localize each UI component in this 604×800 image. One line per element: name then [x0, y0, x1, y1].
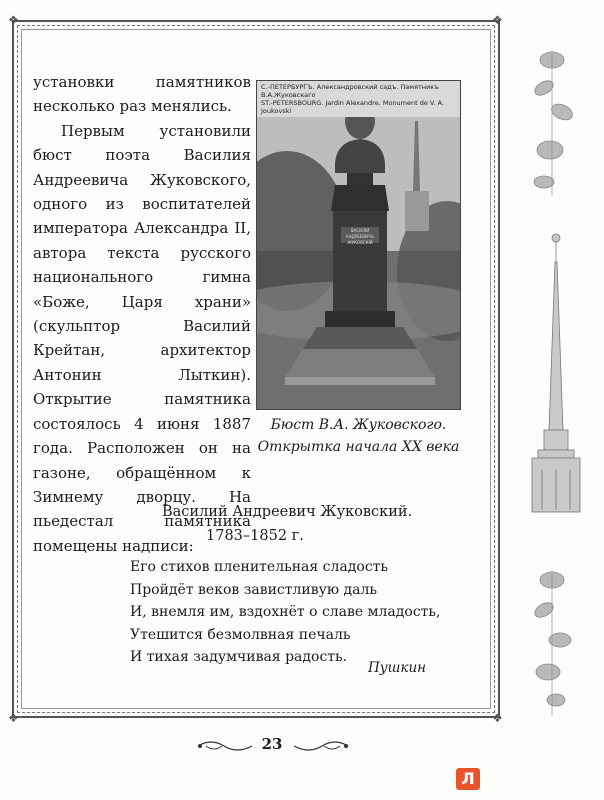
- plaque-line: ВАСИЛІЙ АНДРЕЕВИЧЪ: [345, 228, 375, 239]
- pedestal-plaque: [337, 228, 383, 246]
- corner-ornament-icon: ❖: [492, 13, 503, 27]
- verse-author: Пушкин: [368, 660, 427, 676]
- photo-caption: [256, 414, 461, 458]
- labirint-logo-icon: Л: [456, 768, 480, 790]
- body-text: [33, 70, 251, 558]
- postcard-header-fr: ST.-PETERSBOURG. Jardin Alexandre. Monument de V. A. Joukovski: [261, 99, 445, 115]
- flower-sprig-icon: [532, 570, 571, 715]
- postcard-photo: [256, 80, 461, 410]
- page-number: 23: [261, 735, 283, 753]
- scroll-ornament-icon: [292, 736, 350, 756]
- corner-ornament-icon: ❖: [8, 13, 19, 27]
- inscription-name: Василий Андреевич Жуковский.: [162, 504, 413, 520]
- paragraph-main: Первым установили бюст поэта Василия Андреевича Жуковского, одного из воспитателей императора Александра II, автора текста русского национального гимна «Боже, Царя храни» (скульптор Василий Крейтан, архитектор Антонин Лыткин). Открытие памятника состоялось 4 июня 1887 года. Расположен он на газоне, обращённом к Зимнему дворцу. На пьедестал памятника помещены надписи:: [33, 121, 251, 555]
- verse-line: И тихая задумчивая радость.: [130, 649, 348, 666]
- inscription-dates: 1783–1852 г.: [206, 528, 304, 544]
- plaque-line: ЖУКОВСКІЙ: [347, 240, 373, 245]
- scroll-ornament-icon: [196, 736, 254, 756]
- verse-line: Пройдёт веков завистливую даль: [130, 581, 377, 598]
- corner-ornament-icon: ❖: [492, 711, 503, 725]
- paragraph-continuation: установки памятников несколько раз менялись.: [33, 73, 251, 116]
- corner-ornament-icon: ❖: [8, 711, 19, 725]
- verse-line: И, внемля им, вздохнёт о славе младость,: [130, 604, 441, 621]
- caption-line: Бюст В.А. Жуковского.: [270, 417, 447, 433]
- postcard-header-ru: С.-ПЕТЕРБУРГЪ. Александровский садъ. Памятникъ В.А.Жуковскаго: [261, 83, 439, 99]
- verse-line: Его стихов пленительная сладость: [130, 559, 389, 575]
- verse-line: Утешится безмолвная печаль: [130, 626, 351, 643]
- caption-line: Открытка начала XX века: [257, 439, 460, 455]
- flower-sprig-icon: [532, 50, 575, 195]
- postcard-header: [257, 81, 460, 117]
- admiralty-spire-icon: [532, 234, 580, 512]
- verse: [130, 556, 440, 669]
- side-decoration: [508, 0, 604, 800]
- inscription: [120, 500, 420, 548]
